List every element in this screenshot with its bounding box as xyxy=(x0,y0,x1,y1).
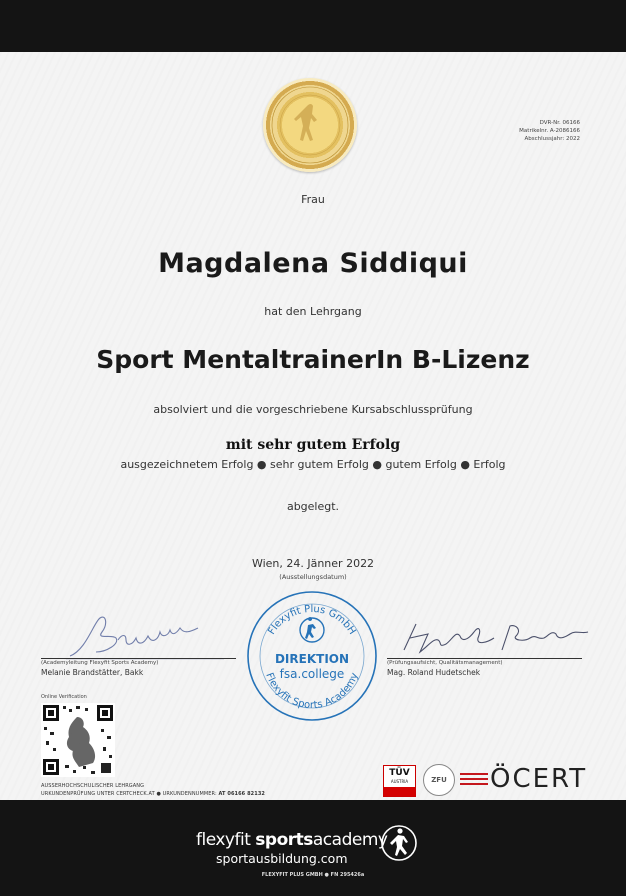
signature-right xyxy=(398,616,598,660)
tuv-red-band xyxy=(384,787,415,796)
signature-left-name: Melanie Brandstätter, Bakk xyxy=(41,668,144,677)
verification-line1: AUSSERHOCHSCHULISCHER LEHRGANG xyxy=(41,783,145,789)
brand-wordmark xyxy=(196,830,387,850)
stamp-top-text: Flexyfit Plus GmbH xyxy=(266,603,358,637)
meta-matrikel: Matrikelnr. A-2086166 xyxy=(519,128,580,134)
brand-part-1: flexyfit xyxy=(196,830,256,850)
salutation: Frau xyxy=(301,193,325,206)
ocert-logo-text: ÖCERT xyxy=(490,764,588,794)
issue-date-label: (Ausstellungsdatum) xyxy=(279,573,347,581)
issue-date: Wien, 24. Jänner 2022 xyxy=(251,557,375,570)
brand-part-3: academy xyxy=(312,830,388,850)
gold-seal-icon xyxy=(263,78,357,172)
meta-dvr: DVR-Nr. 06166 xyxy=(539,120,580,126)
signature-left xyxy=(66,612,226,662)
course-title: Sport MentaltrainerIn B-Lizenz xyxy=(96,345,530,374)
grade: mit sehr gutem Erfolg xyxy=(225,437,401,453)
stamp-title: DIREKTION xyxy=(274,652,350,666)
verification-prefix: URKUNDENPRÜFUNG UNTER CERTCHECK.AT ● URKUNDENNUMMER: xyxy=(41,791,217,797)
certificate-meta xyxy=(519,119,580,143)
certification-logos xyxy=(383,763,588,797)
signature-right-role: (Prüfungsaufsicht, Qualitätsmanagement) xyxy=(387,660,503,666)
tuv-logo-text: TÜV xyxy=(389,768,410,778)
signature-right-name: Mag. Roland Hudetschek xyxy=(387,668,481,677)
signature-line-left xyxy=(41,658,236,659)
certificate-number: AT 06166 82132 xyxy=(218,791,266,797)
tuv-logo-subtext: AUSTRIA xyxy=(390,779,409,784)
stamp-subtitle: fsa.college xyxy=(279,667,345,681)
ocert-logo xyxy=(460,763,588,797)
brand-logo xyxy=(0,827,626,883)
runner-logo-icon xyxy=(377,821,421,865)
closing-text: abgelegt. xyxy=(286,500,340,513)
verification-line2 xyxy=(41,791,265,797)
meta-year: Abschlussjahr: 2022 xyxy=(524,136,580,142)
completion-text: absolviert und die vorgeschriebene Kursabschlussprüfung xyxy=(153,403,473,416)
signature-line-right xyxy=(387,658,582,659)
recipient-name: Magdalena Siddiqui xyxy=(158,248,468,279)
grade-scale: ausgezeichnetem Erfolg ● sehr gutem Erfolg ● gutem Erfolg ● Erfolg xyxy=(120,458,506,471)
tuv-austria-logo xyxy=(383,765,416,797)
online-verification-label: Online Verification xyxy=(41,694,87,700)
company-register: FLEXYFIT PLUS GMBH ● FN 295426a xyxy=(261,872,365,878)
zfu-logo: ZFU xyxy=(423,764,455,796)
brand-part-2: sports xyxy=(255,830,313,850)
direction-stamp xyxy=(246,590,378,722)
ocert-bars-icon xyxy=(460,773,488,785)
brand-website[interactable]: sportausbildung.com xyxy=(216,851,348,866)
svg-text:Flexyfit Plus GmbH xyxy=(266,604,357,637)
qr-code-icon[interactable] xyxy=(41,703,115,777)
signature-left-role: (Academyleitung Flexyfit Sports Academy) xyxy=(41,660,159,666)
footer-band xyxy=(0,800,626,896)
course-intro: hat den Lehrgang xyxy=(264,305,362,318)
stamp-bottom-text: Flexyfit Sports Academy xyxy=(263,671,361,712)
